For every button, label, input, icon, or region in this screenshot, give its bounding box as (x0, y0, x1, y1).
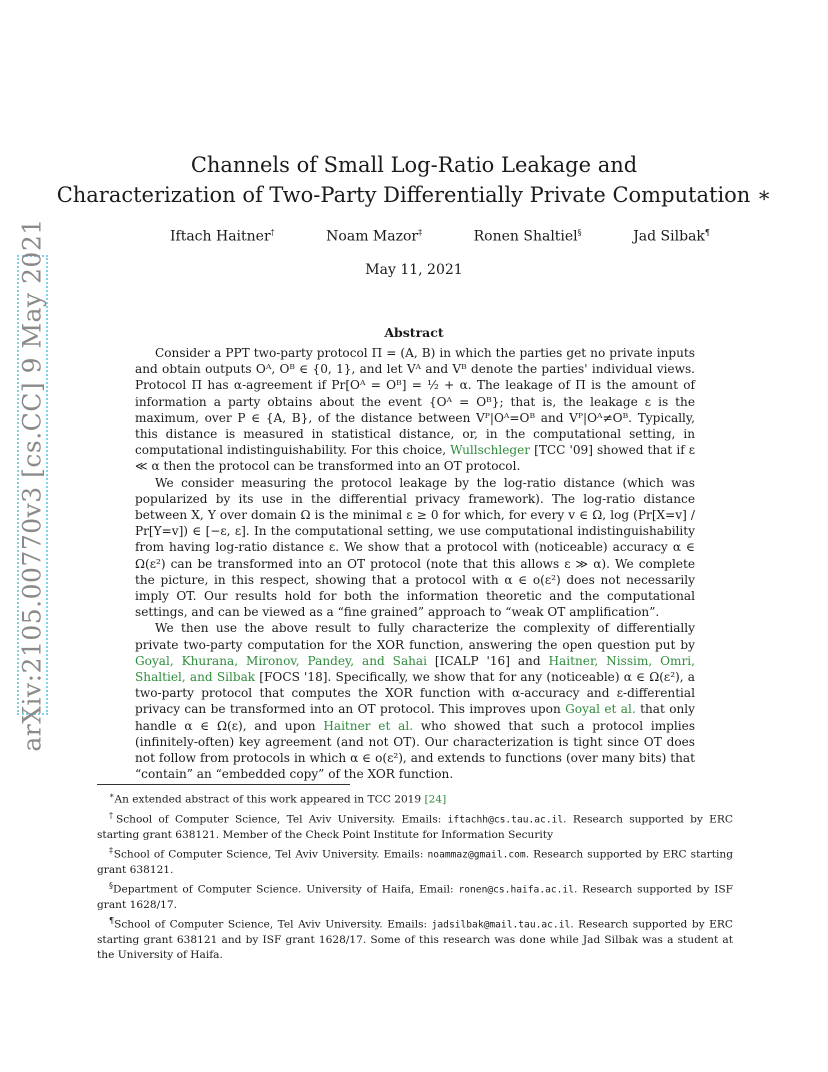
citation-link[interactable]: Goyal, Khurana, Mironov, Pandey, and Sahai (135, 653, 428, 668)
author-3: Ronen Shaltiel§ (473, 228, 582, 245)
author-4: Jad Silbak¶ (633, 228, 710, 245)
email-link[interactable]: iftachh@cs.tau.ac.il (447, 814, 564, 826)
reference-link[interactable]: [24] (424, 793, 447, 806)
email-link[interactable]: ronen@cs.haifa.ac.il (458, 884, 574, 896)
title-line-2: Characterization of Two-Party Differentially Private Computation ∗ (56, 183, 772, 207)
abstract-paragraph-1: Consider a PPT two-party protocol Π = (A, B) in which the parties get no private inputs and obtain outputs Oᴬ, Oᴮ ∈ {0, 1}, and let Vᴬ and Vᴮ denote the parties' individual views. Protocol Π has α-agreement if Pr[Oᴬ = Oᴮ] = ½ + α. The leakage of Π is the amount of information a party obtains about the event {Oᴬ = Oᴮ}; that is, the leakage ε is the maximum, over P ∈ {A, B}, of the distance between Vᴾ|Oᴬ=Oᴮ and Vᴾ|Oᴬ≠Oᴮ. Typically, this distance is measured in statistical distance, or, in the computational setting, in computational indistinguishability. For this choice, Wullschleger [TCC '09] showed that if ε ≪ α then the protocol can be transformed into an OT protocol. (135, 346, 695, 474)
footnote-rule (97, 784, 350, 785)
footnote-5: ¶School of Computer Science, Tel Aviv University. Emails: jadsilbak@mail.tau.ac.il. Research supported by ERC starting grant 638121 and by ISF grant 1628/17. Some of this research was done while Jad Silbak was a student at the University of Haifa. (97, 916, 733, 962)
author-1: Iftach Haitner† (170, 228, 275, 245)
abstract-heading: Abstract (384, 325, 444, 340)
citation-link[interactable]: Wullschleger (450, 443, 531, 458)
email-link[interactable]: jadsilbak@mail.tau.ac.il (431, 919, 571, 931)
footnote-2: †School of Computer Science, Tel Aviv University. Emails: iftachh@cs.tau.ac.il. Research supported by ERC starting grant 638121. Member of the Check Point Institute for Information Security (97, 810, 733, 841)
citation-link[interactable]: Haitner et al. (323, 718, 414, 733)
abstract-body (135, 345, 695, 782)
footnote-3: ‡School of Computer Science, Tel Aviv University. Emails: noammaz@gmail.com. Research supported by ERC starting grant 638121. (97, 845, 733, 876)
author-2: Noam Mazor‡ (326, 228, 423, 245)
email-link[interactable]: noammaz@gmail.com (427, 849, 526, 861)
title-line-1: Channels of Small Log-Ratio Leakage and (190, 153, 638, 177)
citation-link[interactable]: Haitner, Nissim, Omri, Shaltiel, and Silbak (135, 653, 695, 685)
citation-link[interactable]: Goyal et al. (565, 702, 636, 717)
arxiv-id[interactable]: arXiv:2105.00770v3 [cs.CC] 9 May 2021 (17, 218, 47, 752)
abstract-paragraph-2: We consider measuring the protocol leakage by the log-ratio distance (which was popularized by its use in the differential privacy framework). The log-ratio distance between X, Y over domain Ω is the minimal ε ≥ 0 for which, for every v ∈ Ω, log (Pr[X=v] / Pr[Y=v]) ∈ [−ε, ε]. In the computational setting, we use computational indistinguishability from having log-ratio distance ε. We show that a protocol with (noticeable) accuracy α ∈ Ω(ε²) can be transformed into an OT protocol (note that this allows ε ≫ α). We complete the picture, in this respect, showing that a protocol with α ∈ o(ε²) does not necessarily imply OT. Our results hold for both the information theoretic and the computational settings, and can be viewed as a “fine grained” approach to “weak OT amplification”. (135, 475, 695, 620)
footnote-4: §Department of Computer Science. University of Haifa, Email: ronen@cs.haifa.ac.il. Research supported by ISF grant 1628/17. (97, 881, 733, 911)
abstract-paragraph-3: We then use the above result to fully characterize the complexity of differentially private two-party computation for the XOR function, answering the open question put by Goyal, Khurana, Mironov, Pandey, and Sahai [ICALP '16] and Haitner, Nissim, Omri, Shaltiel, and Silbak [FOCS '18]. Specifically, we show that for any (noticeable) α ∈ Ω(ε²), a two-party protocol that computes the XOR function with α-accuracy and ε-differential privacy can be transformed into an OT protocol. This improves upon Goyal et al. that only handle α ∈ Ω(ε), and upon Haitner et al. who showed that such a protocol implies (infinitely-often) key agreement (and not OT). Our characterization is tight since OT does not follow from protocols in which α ∈ o(ε²), and extends to functions (over many bits) that “contain” an “embedded copy” of the XOR function. (135, 621, 696, 782)
publication-date: May 11, 2021 (365, 262, 463, 278)
author-list (170, 228, 710, 245)
footnotes (97, 788, 733, 964)
footnote-1: ∗An extended abstract of this work appeared in TCC 2019 [24] (109, 791, 447, 806)
